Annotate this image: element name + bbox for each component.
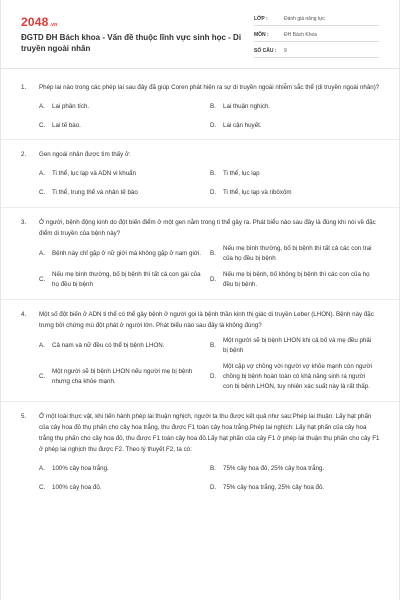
option-b[interactable] bbox=[210, 464, 381, 474]
option-a[interactable] bbox=[39, 336, 210, 356]
option-text: Ti thể, lục lạp và ADN vi khuẩn bbox=[52, 170, 137, 177]
option-key: C. bbox=[39, 373, 46, 380]
question-stem bbox=[21, 411, 381, 455]
option-key: B. bbox=[210, 170, 216, 177]
option-text: Ti thể, lục lạp bbox=[223, 170, 260, 177]
option-text: Nếu mẹ bình thường, bố bị bệnh thì tất cả các con trai của họ đều bị bệnh bbox=[223, 245, 372, 262]
option-key: C. bbox=[39, 189, 46, 196]
option-text: Ti thể, lục lạp và ribôxôm bbox=[223, 189, 292, 196]
option-key: A. bbox=[39, 342, 45, 349]
logo-main: 2048 bbox=[21, 15, 49, 29]
option-d[interactable] bbox=[210, 362, 381, 392]
meta-row-class bbox=[254, 13, 379, 26]
option-text: 75% cây hoa đỏ, 25% cây hoa trắng. bbox=[223, 465, 325, 472]
option-key: A. bbox=[39, 103, 45, 110]
option-key: D. bbox=[210, 276, 217, 283]
option-key: B. bbox=[210, 465, 216, 472]
option-text: Lai cận huyết. bbox=[223, 122, 262, 129]
question-number: 1. bbox=[21, 84, 27, 91]
question-number: 3. bbox=[21, 219, 27, 226]
option-text: Nếu mẹ bình thường, bố bị bệnh thì tất cả con gái của họ đều bị bệnh bbox=[52, 271, 201, 288]
option-a[interactable] bbox=[39, 102, 210, 112]
logo-tld: .vn bbox=[49, 22, 58, 28]
question-4 bbox=[1, 300, 399, 401]
question-list bbox=[1, 78, 399, 499]
question-text: Gen ngoài nhân được tìm thấy ở: bbox=[39, 151, 131, 158]
option-d[interactable] bbox=[210, 483, 381, 493]
option-key: D. bbox=[210, 189, 217, 196]
option-key: C. bbox=[39, 122, 46, 129]
meta-panel bbox=[254, 13, 379, 61]
meta-value: 9 bbox=[284, 48, 287, 54]
option-text: Một người sẽ bị bệnh LHON khi cả bố và mẹ đều phải bị bệnh bbox=[223, 337, 372, 354]
option-b[interactable] bbox=[210, 102, 381, 112]
option-key: A. bbox=[39, 465, 45, 472]
header-divider bbox=[1, 68, 399, 69]
options bbox=[39, 169, 381, 198]
option-d[interactable] bbox=[210, 270, 381, 290]
question-number: 5. bbox=[21, 413, 27, 420]
option-key: D. bbox=[210, 373, 217, 380]
option-text: Lai thuận nghịch. bbox=[223, 103, 271, 110]
option-text: Một cặp vợ chồng với người vợ khỏe mạnh còn người chồng bị bệnh hoàn toàn có khả năng sinh ra người con bị bệnh LHON, tuy nhiên xác suất này là rất thấp. bbox=[223, 363, 372, 390]
option-key: C. bbox=[39, 276, 46, 283]
option-key: B. bbox=[210, 250, 216, 257]
option-key: A. bbox=[39, 250, 45, 257]
option-key: B. bbox=[210, 103, 216, 110]
meta-row-subject bbox=[254, 29, 379, 42]
option-b[interactable] bbox=[210, 336, 381, 356]
option-text: Một người sẽ bị bệnh LHON nếu người mẹ bị bệnh nhưng cha khỏe mạnh. bbox=[52, 368, 193, 385]
meta-key: LỚP : bbox=[254, 16, 268, 22]
question-stem bbox=[21, 149, 381, 160]
meta-row-question-count bbox=[254, 45, 379, 58]
question-stem bbox=[21, 82, 381, 93]
option-c[interactable] bbox=[39, 188, 210, 198]
site-logo[interactable] bbox=[21, 15, 57, 29]
option-c[interactable] bbox=[39, 270, 210, 290]
option-c[interactable] bbox=[39, 483, 210, 493]
meta-value: ĐH Bách Khoa bbox=[284, 32, 318, 38]
options bbox=[39, 102, 381, 131]
option-a[interactable] bbox=[39, 169, 210, 179]
meta-key: MÔN : bbox=[254, 32, 269, 38]
question-2 bbox=[1, 140, 399, 207]
option-a[interactable] bbox=[39, 244, 210, 264]
question-number: 2. bbox=[21, 151, 27, 158]
option-text: Ti thể, trung thể và nhân tế bào bbox=[52, 189, 138, 196]
option-text: 75% cây hoa trắng, 25% cây hoa đỏ. bbox=[223, 484, 325, 491]
question-text: Một số đột biến ở ADN ti thể có thể gây bệnh ở người gọi là bệnh thần kinh thị giác di truyền Leber (LHON). Bệnh này đặc trưng bởi chứng mù đột phát ở người lớn. Phát biểu nào sau đây là không đúng? bbox=[39, 311, 374, 329]
option-text: Lai phân tích. bbox=[52, 103, 90, 110]
question-stem bbox=[21, 217, 381, 239]
options bbox=[39, 336, 381, 392]
option-key: D. bbox=[210, 122, 217, 129]
question-stem bbox=[21, 309, 381, 331]
option-c[interactable] bbox=[39, 362, 210, 392]
meta-key: SỐ CÂU : bbox=[254, 48, 277, 54]
option-d[interactable] bbox=[210, 121, 381, 131]
question-text: Ở một loài thực vật, khi tiến hành phép lai thuận nghịch, người ta thu được kết quả như sau:Phép lai thuận: Lấy hạt phấn của cây hoa đỏ thụ phấn cho cây hoa trắng, thu được F1 toàn cây hoa trắng.Phép lai nghịch: Lấy hạt phấn của cây hoa trắng thụ phấn cho cây hoa đỏ, thu được F1 toàn cây hoa đỏ.Lấy hạt phấn của cây F1 ở phép lai thuận thụ phấn cho cây F1 ở phép lai nghịch thu được F2. Theo lý thuyết F2, ta có: bbox=[39, 413, 380, 453]
question-number: 4. bbox=[21, 311, 27, 318]
page-title: ĐGTD ĐH Bách khoa - Vấn đề thuộc lĩnh vực sinh học - Di truyền ngoài nhân bbox=[21, 33, 242, 53]
options bbox=[39, 244, 381, 290]
option-key: D. bbox=[210, 484, 217, 491]
option-a[interactable] bbox=[39, 464, 210, 474]
option-text: 100% cây hoa trắng. bbox=[52, 465, 109, 472]
option-b[interactable] bbox=[210, 169, 381, 179]
question-5 bbox=[1, 402, 399, 499]
option-text: 100% cây hoa đỏ. bbox=[52, 484, 102, 491]
question-text: Phép lai nào trong các phép lai sau đây đã giúp Coren phát hiện ra sự di truyền ngoài nhiễm sắc thể (di truyền ngoài nhân)? bbox=[39, 84, 380, 91]
option-key: B. bbox=[210, 342, 216, 349]
options bbox=[39, 464, 381, 493]
option-c[interactable] bbox=[39, 121, 210, 131]
question-3 bbox=[1, 208, 399, 299]
option-d[interactable] bbox=[210, 188, 381, 198]
option-text: Nếu mẹ bị bệnh, bố không bị bệnh thì các con của họ đều bị bệnh. bbox=[223, 271, 370, 288]
option-b[interactable] bbox=[210, 244, 381, 264]
question-1 bbox=[1, 78, 399, 139]
meta-value: Đánh giá năng lực bbox=[284, 16, 325, 22]
option-key: C. bbox=[39, 484, 46, 491]
option-text: Bệnh này chỉ gặp ở nữ giới mà không gặp ở nam giới. bbox=[52, 250, 202, 257]
option-text: Cả nam và nữ đều có thể bị bệnh LHON. bbox=[52, 342, 165, 349]
worksheet-header bbox=[1, 0, 399, 62]
option-text: Lai tế bào. bbox=[52, 122, 81, 129]
question-text: Ở người, bệnh động kinh do đột biến điểm ở một gen nằm trong ti thể gây ra. Phát biểu nào sau đây là đúng khi nói về đặc điểm di truyền của bệnh này? bbox=[39, 219, 376, 237]
option-key: A. bbox=[39, 170, 45, 177]
